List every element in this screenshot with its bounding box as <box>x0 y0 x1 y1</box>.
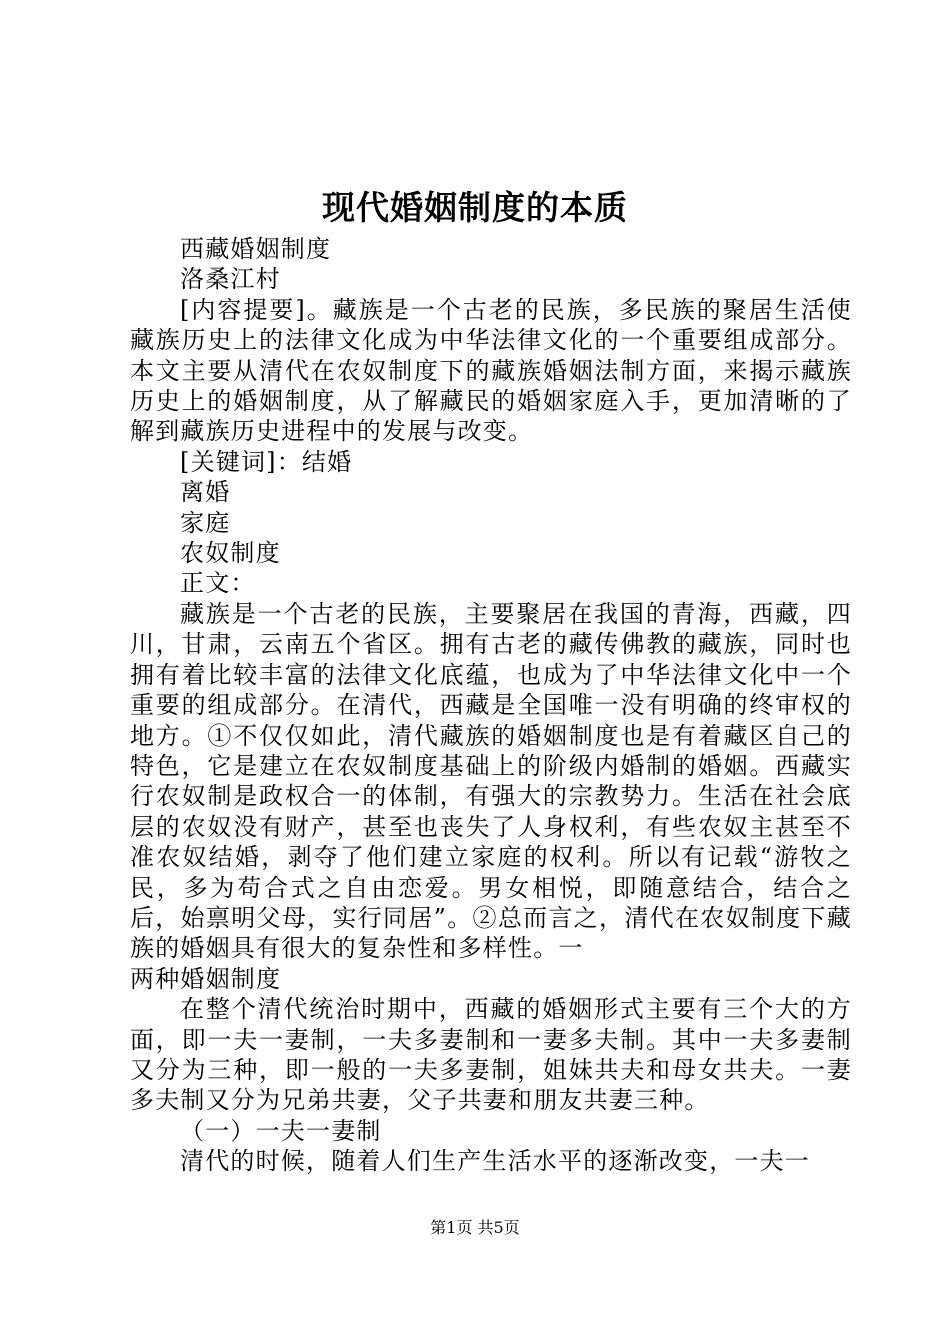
keywords-label: [关键词]：结婚 <box>180 447 353 476</box>
subtitle-tibet-marriage: 西藏婚姻制度 <box>180 235 332 263</box>
document-title: 现代婚姻制度的本质 <box>322 188 628 227</box>
abstract-paragraph: [内容提要]。藏族是一个古老的民族，多民族的聚居生活使藏族历史上的法律文化成为中华法律文化的一个重要组成部分。本文主要从清代在农奴制度下的藏族婚姻法制方面，来揭示藏族历史上的婚姻制度，从了解藏民的婚姻家庭入手，更加清晰的了解到藏族历史进程中的发展与改变。 <box>130 295 852 446</box>
keyword-divorce: 离婚 <box>180 478 231 507</box>
page-footer: 第1页 共5页 <box>430 1218 520 1237</box>
body-paragraph-forms: 在整个清代统治时期中，西藏的婚姻形式主要有三个大的方面，即一夫一妻制，一夫多妻制和一妻多夫制。其中一夫多妻制又分为三种，即一般的一夫多妻制，姐妹共夫和母女共夫。一妻多夫制又分为兄弟共妻，父子共妻和朋友共妻三种。 <box>130 995 852 1115</box>
section-heading-two-systems: 两种婚姻制度 <box>130 964 282 993</box>
keyword-family: 家庭 <box>180 508 231 537</box>
document-body <box>130 234 852 1177</box>
keyword-serfdom: 农奴制度 <box>180 539 281 568</box>
body-paragraph-monogamy: 清代的时候，随着人们生产生活水平的逐渐改变，一夫一 <box>180 1147 810 1176</box>
main-text-label: 正文： <box>180 569 256 598</box>
body-paragraph-intro: 藏族是一个古老的民族，主要聚居在我国的青海，西藏，四川，甘肃，云南五个省区。拥有古老的藏传佛教的藏族，同时也拥有着比较丰富的法律文化底蕴，也成为了中华法律文化中一个重要的组成部分。在清代，西藏是全国唯一没有明确的终审权的地方。①不仅仅如此，清代藏族的婚姻制度也是有着藏区自己的特色，它是建立在农奴制度基础上的阶级内婚制的婚姻。西藏实行农奴制是政权合一的体制，有强大的宗教势力。生活在社会底层的农奴没有财产，甚至也丧失了人身权利，有些农奴主甚至不准农奴结婚，剥夺了他们建立家庭的权利。所以有记载“游牧之民，多为苟合式之自由恋爱。男女相悦，即随意结合，结合之后，始禀明父母，实行同居”。②总而言之，清代在农奴制度下藏族的婚姻具有很大的复杂性和多样性。一 <box>130 599 852 963</box>
author-name: 洛桑江村 <box>180 265 281 294</box>
subsection-heading-monogamy: （一）一夫一妻制 <box>180 1116 382 1145</box>
